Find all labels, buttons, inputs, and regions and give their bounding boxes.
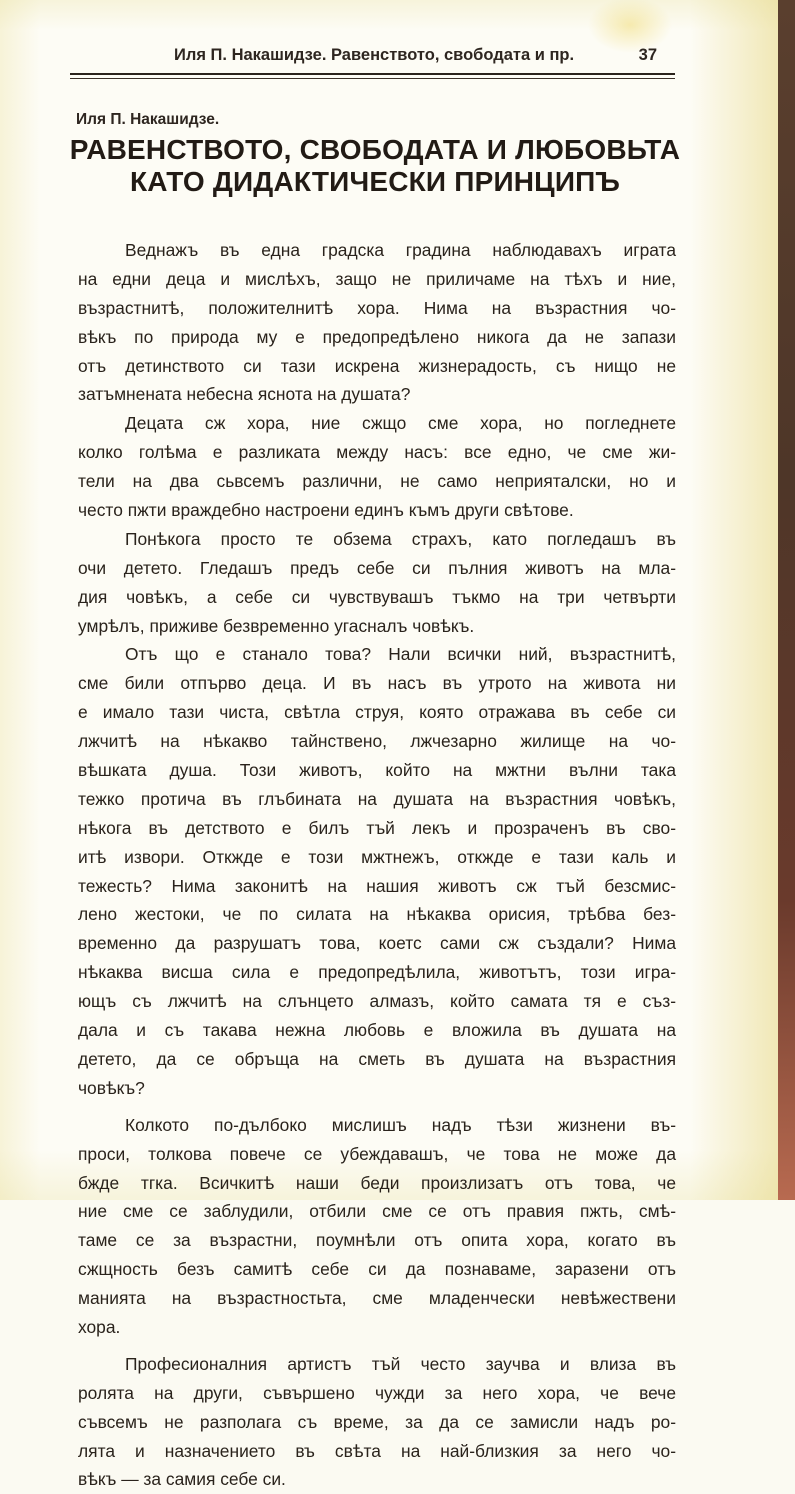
text-line: колко голѣма е разликата между насъ: все едно, че сме жи- [78,442,676,463]
text-line: ролята на други, съвършено чужди за него хора, че вече [78,1382,676,1403]
text-line: ющъ съ лжчитѣ на слънцето алмазъ, който самата тя е съз- [78,991,676,1012]
text-line: таме се за възрастни, поумнѣли отъ опита хора, когато въ [78,1230,676,1251]
text-line: умрѣлъ, приживе безвременно угасналъ човѣкъ. [78,615,475,636]
text-line: често пжти враждебно настроени единъ къмъ други свѣтове. [78,500,574,521]
paragraph [78,409,676,525]
header-rule-thick [70,73,675,75]
text-line: възрастнитѣ, положителнитѣ хора. Нима на възрастния чо- [78,297,676,318]
text-line: сме били отпърво деца. И въ насъ въ утрото на живота ни [78,673,676,694]
text-line: хора. [78,1316,121,1337]
text-line: дала и съ такава нежна любовь е вложила въ душата на [78,1020,676,1041]
text-line: временно да разрушатъ това, коетс сами сж създали? Нима [78,933,676,954]
text-line: вѣкъ по природа му е предопредѣлено никога да не запази [78,326,676,347]
paragraph [78,1111,676,1342]
paragraph-gap [78,1103,676,1111]
text-line: затъмнената небесна яснота на душата? [78,384,411,405]
text-line: итѣ извори. Откжде е този мжтнежъ, откжде е тази каль и [78,846,676,867]
text-line: Веднажъ въ една градска градина наблюдавахъ играта [125,240,676,260]
text-line: Понѣкога просто те обзема страхъ, като погледашъ въ [125,528,676,549]
text-line: проси, толкова повече се убеждавашъ, че това не може да [78,1143,676,1164]
text-line: Професионалния артистъ тъй често заучва и влиза въ [125,1353,676,1374]
text-line: манията на възрастностьта, сме младенчески невѣжествени [78,1288,676,1309]
text-line: човѣкъ? [78,1077,145,1098]
header-rule-thin [70,78,675,79]
article-title-line-2: КАТО ДИДАКТИЧЕСКИ ПРИНЦИПЪ [129,166,621,197]
text-line: на едни деца и мислѣхъ, защо не приличаме на тѣхъ и ние, [78,268,676,289]
text-line: отъ детинството си тази искрена жизнерадость, съ нищо не [78,355,676,376]
page-number: 37 [638,46,657,64]
text-line: ние сме се заблудили, отбили сме се отъ правия пжть, смѣ- [78,1201,676,1222]
text-line: дия човѣкъ, а себе си чувствувашъ тъкмо на три четвърти [78,586,676,607]
article-author: Иля П. Накашидзе. [76,111,220,128]
text-line: лята и назначението въ свѣта на най-близкия за него чо- [78,1440,676,1461]
text-line: нѣкаква висша сила е предопредѣлила, животътъ, този игра- [78,962,676,983]
book-spine-edge [778,0,795,1200]
text-line: тежко протича въ глъбината на душата на възрастния човѣкъ, [78,788,676,809]
paragraph [78,1350,676,1494]
paragraph [78,525,676,641]
text-line: Отъ що е станало това? Нали всички ний, възрастнитѣ, [125,644,676,665]
paragraph-gap [78,1342,676,1350]
text-line: бжде тгка. Всичкитѣ наши беди произлизатъ отъ това, че [78,1172,676,1193]
running-head [70,44,675,74]
text-line: съвсемъ не разполага съ време, за да се замисли надъ ро- [78,1411,676,1432]
text-line: вѣкъ — за самия себе си. [78,1469,286,1490]
text-line: лжчитѣ на нѣкакво тайнствено, лжчезарно жилище на чо- [78,731,676,752]
paragraph [78,236,676,409]
text-line: тежесть? Нима законитѣ на нашия животъ сж тъй безсмис- [78,875,676,896]
text-line: сжщность безъ самитѣ себе си да познаваме, заразени отъ [78,1259,676,1280]
text-line: вѣшката душа. Този животъ, който на мжтни вълни така [78,760,676,781]
text-line: Децата сж хора, ние сжщо сме хора, но погледнете [125,413,676,434]
text-line: детето, да се обръща на сметь въ душата на възрастния [78,1048,676,1069]
text-line: очи детето. Гледашъ предъ себе си пълния животъ на мла- [78,557,676,578]
text-line: нѣкога въ детството е билъ тъй лекъ и прозраченъ въ сво- [78,817,676,838]
article-body [78,236,676,1494]
article-title [60,134,690,198]
text-line: тели на два сьвсемъ различни, не само неприяталски, но и [78,471,676,492]
running-head-title: Иля П. Накашидзе. Равенството, свободата и пр. [174,46,575,64]
text-line: лено жестоки, че по силата на нѣкаква орисия, трѣбва без- [78,904,676,925]
text-line: е имало тази чиста, свѣтла струя, която отражава въ себе си [78,702,676,723]
text-line: Колкото по-дълбоко мислишъ надъ тѣзи жизнени въ- [125,1114,676,1135]
article-title-line-1: РАВЕНСТВОТО, СВОБОДАТА И ЛЮБОВЬТА [69,134,681,165]
paragraph [78,640,676,1102]
